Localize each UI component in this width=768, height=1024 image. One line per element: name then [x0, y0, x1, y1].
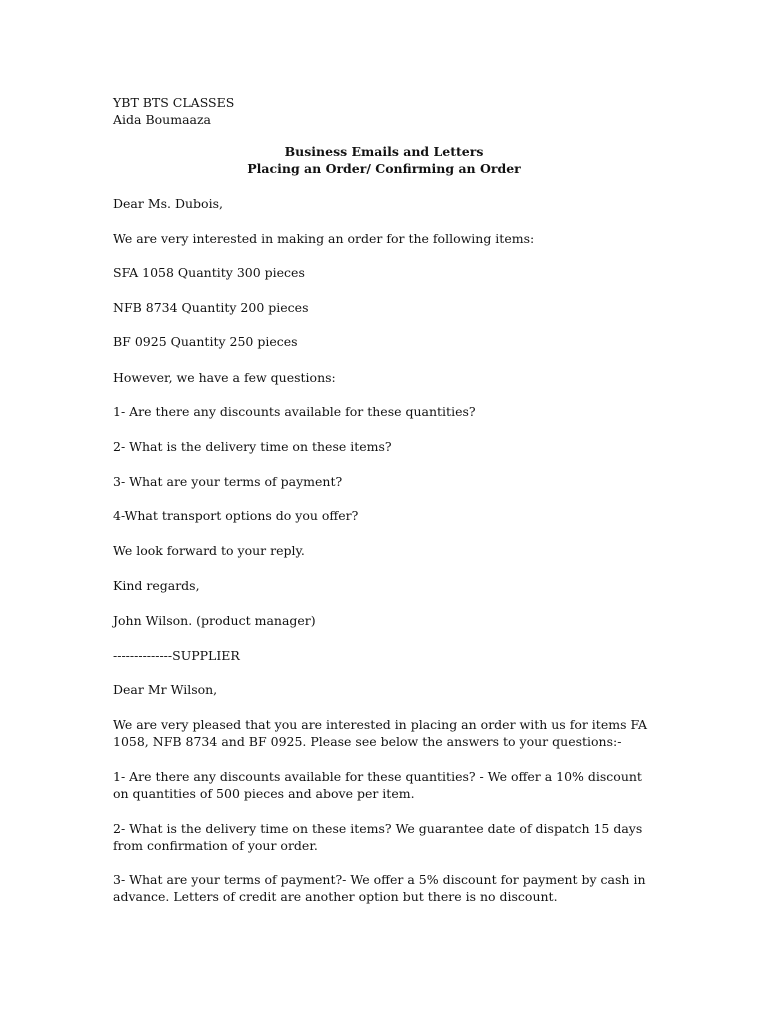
letter2-salutation: Dear Mr Wilson,	[113, 682, 218, 697]
letter1-intro: We are very interested in making an order for the following items:	[113, 231, 535, 246]
letter2-intro: We are very pleased that you are interested in placing an order with us for items FA 1058, NFB 8734 and BF 0925. Please see below the answers to your questions:-	[113, 717, 648, 749]
order-item: NFB 8734 Quantity 200 pieces	[113, 300, 309, 315]
letter1-signature: John Wilson. (product manager)	[113, 613, 316, 628]
question-item: 3- What are your terms of payment?	[113, 474, 343, 489]
letter1-closing-line: We look forward to your reply.	[113, 543, 305, 558]
letter1-signoff: Kind regards,	[113, 578, 200, 593]
questions-intro: However, we have a few questions:	[113, 370, 336, 385]
answer-item: 1- Are there any discounts available for these quantities? - We offer a 10% discount on quantities of 500 pieces and above per item.	[113, 769, 642, 801]
author-name: Aida Boumaaza	[113, 112, 212, 127]
organization-name: YBT BTS CLASSES	[113, 95, 235, 110]
letter1-salutation: Dear Ms. Dubois,	[113, 196, 223, 211]
answer-item: 2- What is the delivery time on these items? We guarantee date of dispatch 15 days from confirmation of your order.	[113, 821, 643, 853]
document-subtitle: Placing an Order/ Confirming an Order	[247, 161, 521, 176]
order-item: BF 0925 Quantity 250 pieces	[113, 334, 298, 349]
question-item: 4-What transport options do you offer?	[113, 508, 359, 523]
document-title: Business Emails and Letters	[284, 144, 484, 159]
question-item: 1- Are there any discounts available for these quantities?	[113, 404, 476, 419]
answer-item: 3- What are your terms of payment?- We offer a 5% discount for payment by cash in advance. Letters of credit are another option but there is no discount.	[113, 872, 646, 904]
order-item: SFA 1058 Quantity 300 pieces	[113, 265, 305, 280]
question-item: 2- What is the delivery time on these items?	[113, 439, 392, 454]
supplier-separator: --------------SUPPLIER	[113, 648, 240, 663]
